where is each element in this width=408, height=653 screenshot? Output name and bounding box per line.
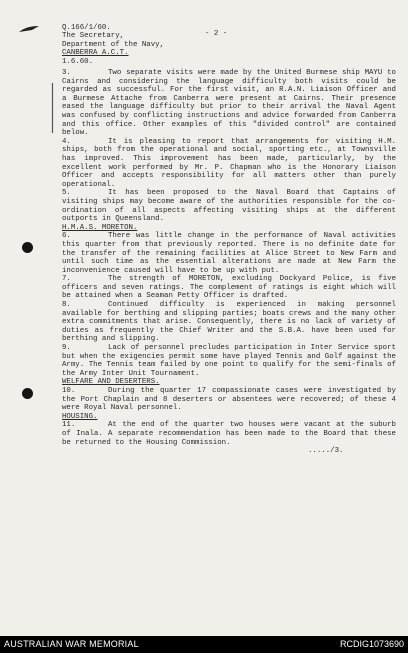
footer-archive-name: AUSTRALIAN WAR MEMORIAL [4, 639, 139, 649]
letter-date: 1.6.60. [62, 57, 94, 66]
paragraph-10: 10. During the quarter 17 compassionate cases were investigated by the Port Chaplain and 8 deserters or absentees were recovered; of these 4 were Royal Naval personnel. [62, 387, 396, 413]
address-line: Department of the Navy, [62, 40, 165, 49]
address-city: CANBERRA A.C.T. [62, 49, 129, 58]
paragraph-3: 3. Two separate visits were made by the United Burmese ship MAYU to Cairns and considering the language difficulty both visits could be regarded as successful. For the first visit, an R.A.N. Liaison Officer and a Burmese Attache from Canberra were present at Cairns. Their presence eased the language difficulty but prior to their arrival the Naval Agent was confused by conflicting instructions and advice forwarded from Canberra and this office. Other examples of this "divided control" are contained below. [62, 69, 396, 138]
paragraph-7: 7. The strength of MORETON, excluding Dockyard Police, is five officers and seven ratings. The complement of ratings is eight which will be attained when a Seaman Petty Officer is drafted. [62, 275, 396, 301]
paragraph-11: 11. At the end of the quarter two houses were vacant at the suburb of Inala. A separate recommendation has been made to the Board that these be returned to the Housing Commission. [62, 421, 396, 447]
paragraph-9: 9. Lack of personnel precludes participation in Inter Service sport but when the exigencies permit some have played Tennis and Golf against the Army. The Tennis team failed by one point to qualify for the semi-finals of the Army Inter Unit Tournament. [62, 344, 396, 378]
pencil-margin-mark [51, 83, 54, 133]
heading-moreton: H.M.A.S. MORETON. [62, 223, 138, 232]
ink-mark-icon [18, 25, 40, 33]
file-reference: Q.166/1/60. [62, 24, 111, 32]
continuation-marker: ...../3. [308, 447, 344, 456]
punch-hole-lower [22, 388, 33, 399]
letter-body [62, 24, 396, 456]
paragraph-8: 8. Continued difficulty is experienced in making personnel available for berthing and slipping parties; boats crews and the many other extra commitments that arise. Consequently, there is no lack of variety of duties as frequently the Chief Writer and the S.B.A. have been used for berthing and slipping. [62, 301, 396, 344]
page-marker: - 2 - [205, 30, 228, 38]
punch-hole-upper [22, 242, 33, 253]
archive-footer [0, 636, 408, 653]
paragraph-4: 4. It is pleasing to report that arrangements for visiting H.M. ships, both from the operational and social, sporting etc., at Townsville has improved. This improvement has been made, particularly, by the excellent work performed by Mr. P. Chapman who is the Honorary Liaison Officer and accepts responsibility for all matters other than purely operational. [62, 137, 396, 189]
letter-header [62, 24, 396, 66]
heading-welfare: WELFARE AND DESERTERS. [62, 378, 160, 387]
address-line: The Secretary, [62, 32, 125, 41]
footer-record-id: RCDIG1073690 [339, 639, 404, 649]
paragraph-5: 5. It has been proposed to the Naval Board that Captains of visiting ships may become aware of the authorities responsible for the co-ordination of all aspects affecting visiting ships at the different outports in Queensland. [62, 189, 396, 224]
heading-housing: HOUSING. [62, 412, 98, 421]
paragraph-6: 6. There was little change in the performance of Naval activities this quarter from that previously reported. There is no definite date for the transfer of the remaining facilities at Alice Street to New Farm and until such time as the essential alterations are made at New Farm the inconvenience caused will have to be up with put. [62, 232, 396, 275]
